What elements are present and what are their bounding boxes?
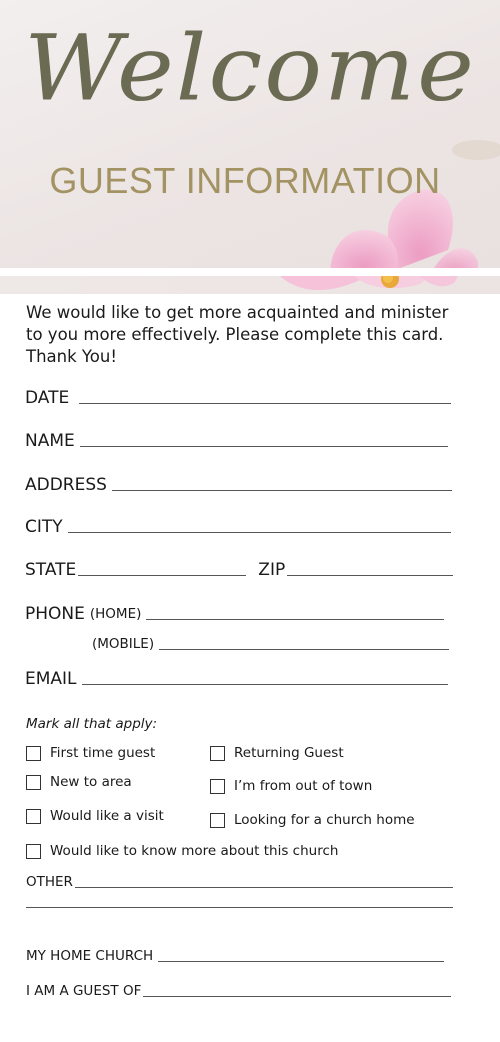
- checkbox-church-home[interactable]: [210, 812, 415, 828]
- checkbox-first-time[interactable]: [26, 745, 155, 761]
- checkbox-out-of-town[interactable]: [210, 778, 372, 794]
- address-field[interactable]: [112, 490, 452, 491]
- email-row: [25, 669, 448, 689]
- checkbox-label: Looking for a church home: [234, 812, 415, 828]
- phone-mobile-field[interactable]: [159, 649, 449, 650]
- state-zip-row: [25, 560, 453, 580]
- checkbox-label: Would like to know more about this church: [50, 843, 339, 859]
- phone-home-label: (HOME): [89, 606, 142, 622]
- checkbox-label: I’m from out of town: [234, 778, 373, 794]
- guest-of-field[interactable]: [143, 996, 451, 997]
- checkbox-label: New to area: [50, 774, 132, 790]
- checkbox-new-area[interactable]: [26, 774, 132, 790]
- address-row: [25, 475, 452, 495]
- date-field[interactable]: [79, 403, 451, 404]
- guest-of-label: I AM A GUEST OF: [26, 983, 142, 999]
- intro-text: We would like to get more acquainted and minister to you more effectively. Please complete this card. Thank You!: [26, 303, 449, 366]
- page-title: GUEST INFORMATION: [49, 160, 441, 201]
- header-banner: [0, 0, 500, 268]
- checkbox-square[interactable]: [26, 844, 41, 859]
- phone-home-row: [25, 604, 444, 624]
- other-label: OTHER: [26, 874, 73, 890]
- checkbox-label: Returning Guest: [234, 745, 344, 761]
- phone-mobile-label: (MOBILE): [92, 636, 155, 652]
- checkbox-label: Would like a visit: [50, 808, 164, 824]
- home-church-label: MY HOME CHURCH: [26, 948, 154, 964]
- checkbox-know-more[interactable]: [26, 843, 338, 859]
- home-church-row: [26, 948, 444, 964]
- mark-all-label: Mark all that apply:: [26, 716, 158, 732]
- address-label: ADDRESS: [25, 475, 107, 495]
- checkbox-returning[interactable]: [210, 745, 344, 761]
- date-label: DATE: [25, 388, 70, 408]
- guest-of-row: [26, 983, 451, 999]
- email-label: EMAIL: [25, 669, 77, 689]
- header-divider: [0, 268, 500, 276]
- home-church-field[interactable]: [158, 961, 444, 962]
- date-row: [25, 388, 451, 408]
- phone-label: PHONE: [25, 604, 85, 624]
- checkbox-square[interactable]: [26, 809, 41, 824]
- email-field[interactable]: [82, 684, 448, 685]
- city-row: [25, 517, 451, 537]
- city-field[interactable]: [68, 532, 451, 533]
- phone-home-field[interactable]: [146, 619, 444, 620]
- checkbox-square[interactable]: [210, 746, 225, 761]
- other-row: [26, 874, 453, 890]
- state-label: STATE: [25, 560, 77, 580]
- city-label: CITY: [25, 517, 63, 537]
- other-field[interactable]: [75, 887, 453, 888]
- checkbox-square[interactable]: [210, 779, 225, 794]
- phone-mobile-row: [92, 634, 449, 654]
- checkbox-label: First time guest: [50, 745, 156, 761]
- flower-strip: [0, 276, 500, 294]
- checkbox-square[interactable]: [26, 746, 41, 761]
- checkbox-visit[interactable]: [26, 808, 164, 824]
- checkbox-square[interactable]: [26, 775, 41, 790]
- zip-label: ZIP: [258, 560, 286, 580]
- state-field[interactable]: [78, 575, 246, 576]
- name-row: [25, 431, 448, 451]
- other-field-continued[interactable]: [26, 907, 453, 908]
- welcome-script: Welcome: [24, 14, 476, 122]
- zip-field[interactable]: [287, 575, 453, 576]
- name-field[interactable]: [80, 446, 448, 447]
- flower-center-illustration: [0, 276, 500, 294]
- checkbox-square[interactable]: [210, 813, 225, 828]
- name-label: NAME: [25, 431, 75, 451]
